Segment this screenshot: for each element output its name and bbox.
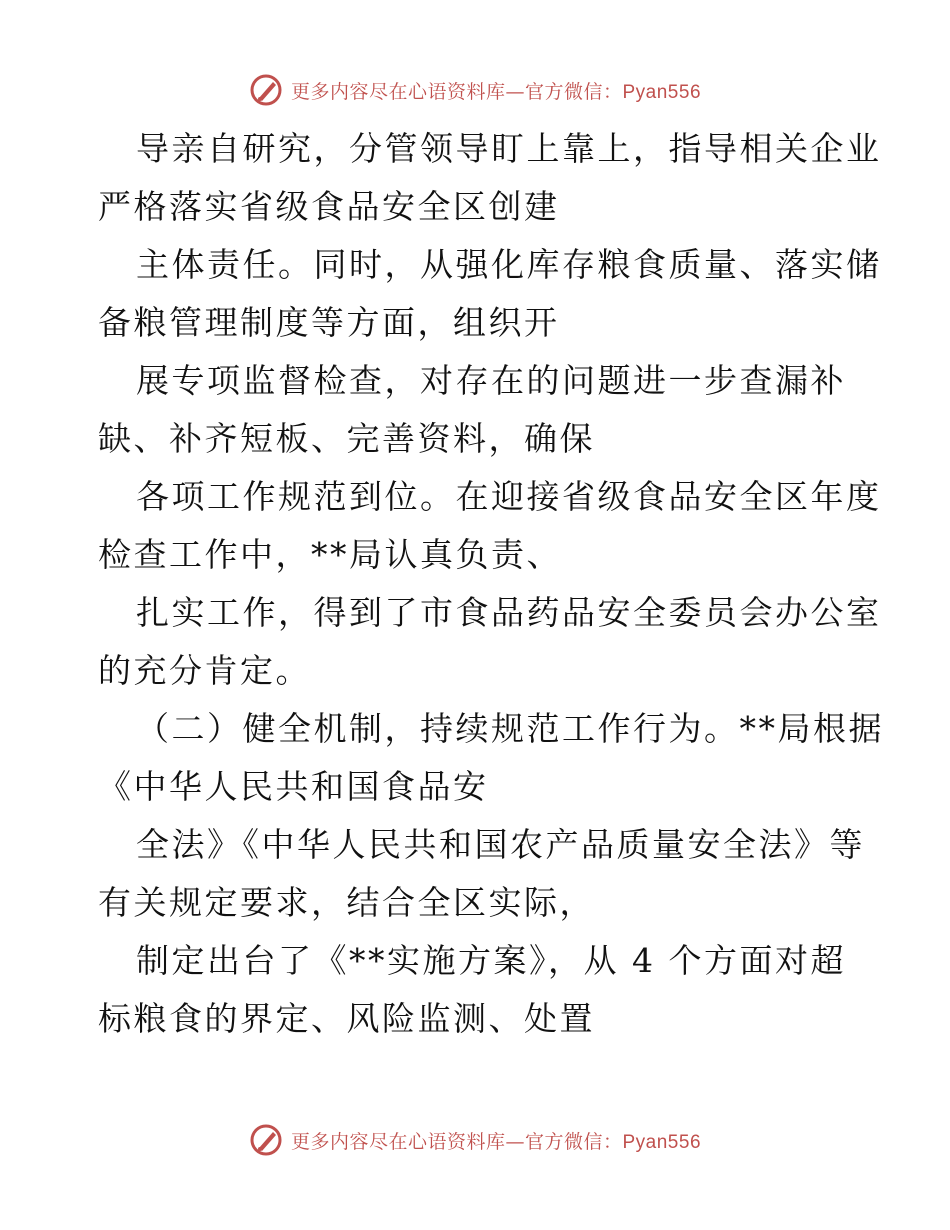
text-line: 扎实工作，得到了市食品药品安全委员会办公室 <box>136 593 882 632</box>
text-line: 缺、补齐短板、完善资料，确保 <box>98 419 595 458</box>
text-line: 导亲自研究，分管领导盯上靠上，指导相关企业 <box>136 129 882 168</box>
text-line: 主体责任。同时，从强化库存粮食质量、落实储 <box>136 245 882 284</box>
text-line: 展专项监督检查，对存在的问题进一步查漏补 <box>136 361 846 400</box>
text-line: 制定出台了《**实施方案》，从 4 个方面对超 <box>136 941 846 980</box>
watermark-text: 更多内容尽在心语资料库—官方微信：Pyan556 <box>290 80 702 103</box>
text-line: 检查工作中，**局认真负责、 <box>98 535 562 574</box>
watermark-wechat-id: Pyan556 <box>622 81 702 103</box>
text-line: 有关规定要求，结合全区实际， <box>98 883 595 922</box>
text-line: 的充分肯定。 <box>98 651 311 690</box>
text-line: 备粮管理制度等方面，组织开 <box>98 303 560 342</box>
text-line: 标粮食的界定、风险监测、处置 <box>98 999 595 1038</box>
watermark-header <box>0 70 950 110</box>
watermark-text: 更多内容尽在心语资料库—官方微信：Pyan556 <box>290 1130 702 1153</box>
section-heading-line: （二）健全机制，持续规范工作行为。**局根据 <box>136 709 884 748</box>
document-body <box>98 120 884 1048</box>
text-line: 全法》《中华人民共和国农产品质量安全法》等 <box>136 825 865 864</box>
text-line: 《中华人民共和国食品安 <box>98 767 489 806</box>
watermark-footer <box>0 1120 950 1160</box>
pen-logo-icon <box>249 73 283 107</box>
pen-logo-icon <box>249 1123 283 1157</box>
text-line: 各项工作规范到位。在迎接省级食品安全区年度 <box>136 477 882 516</box>
text-line: 严格落实省级食品安全区创建 <box>98 187 560 226</box>
watermark-wechat-id: Pyan556 <box>622 1131 702 1153</box>
